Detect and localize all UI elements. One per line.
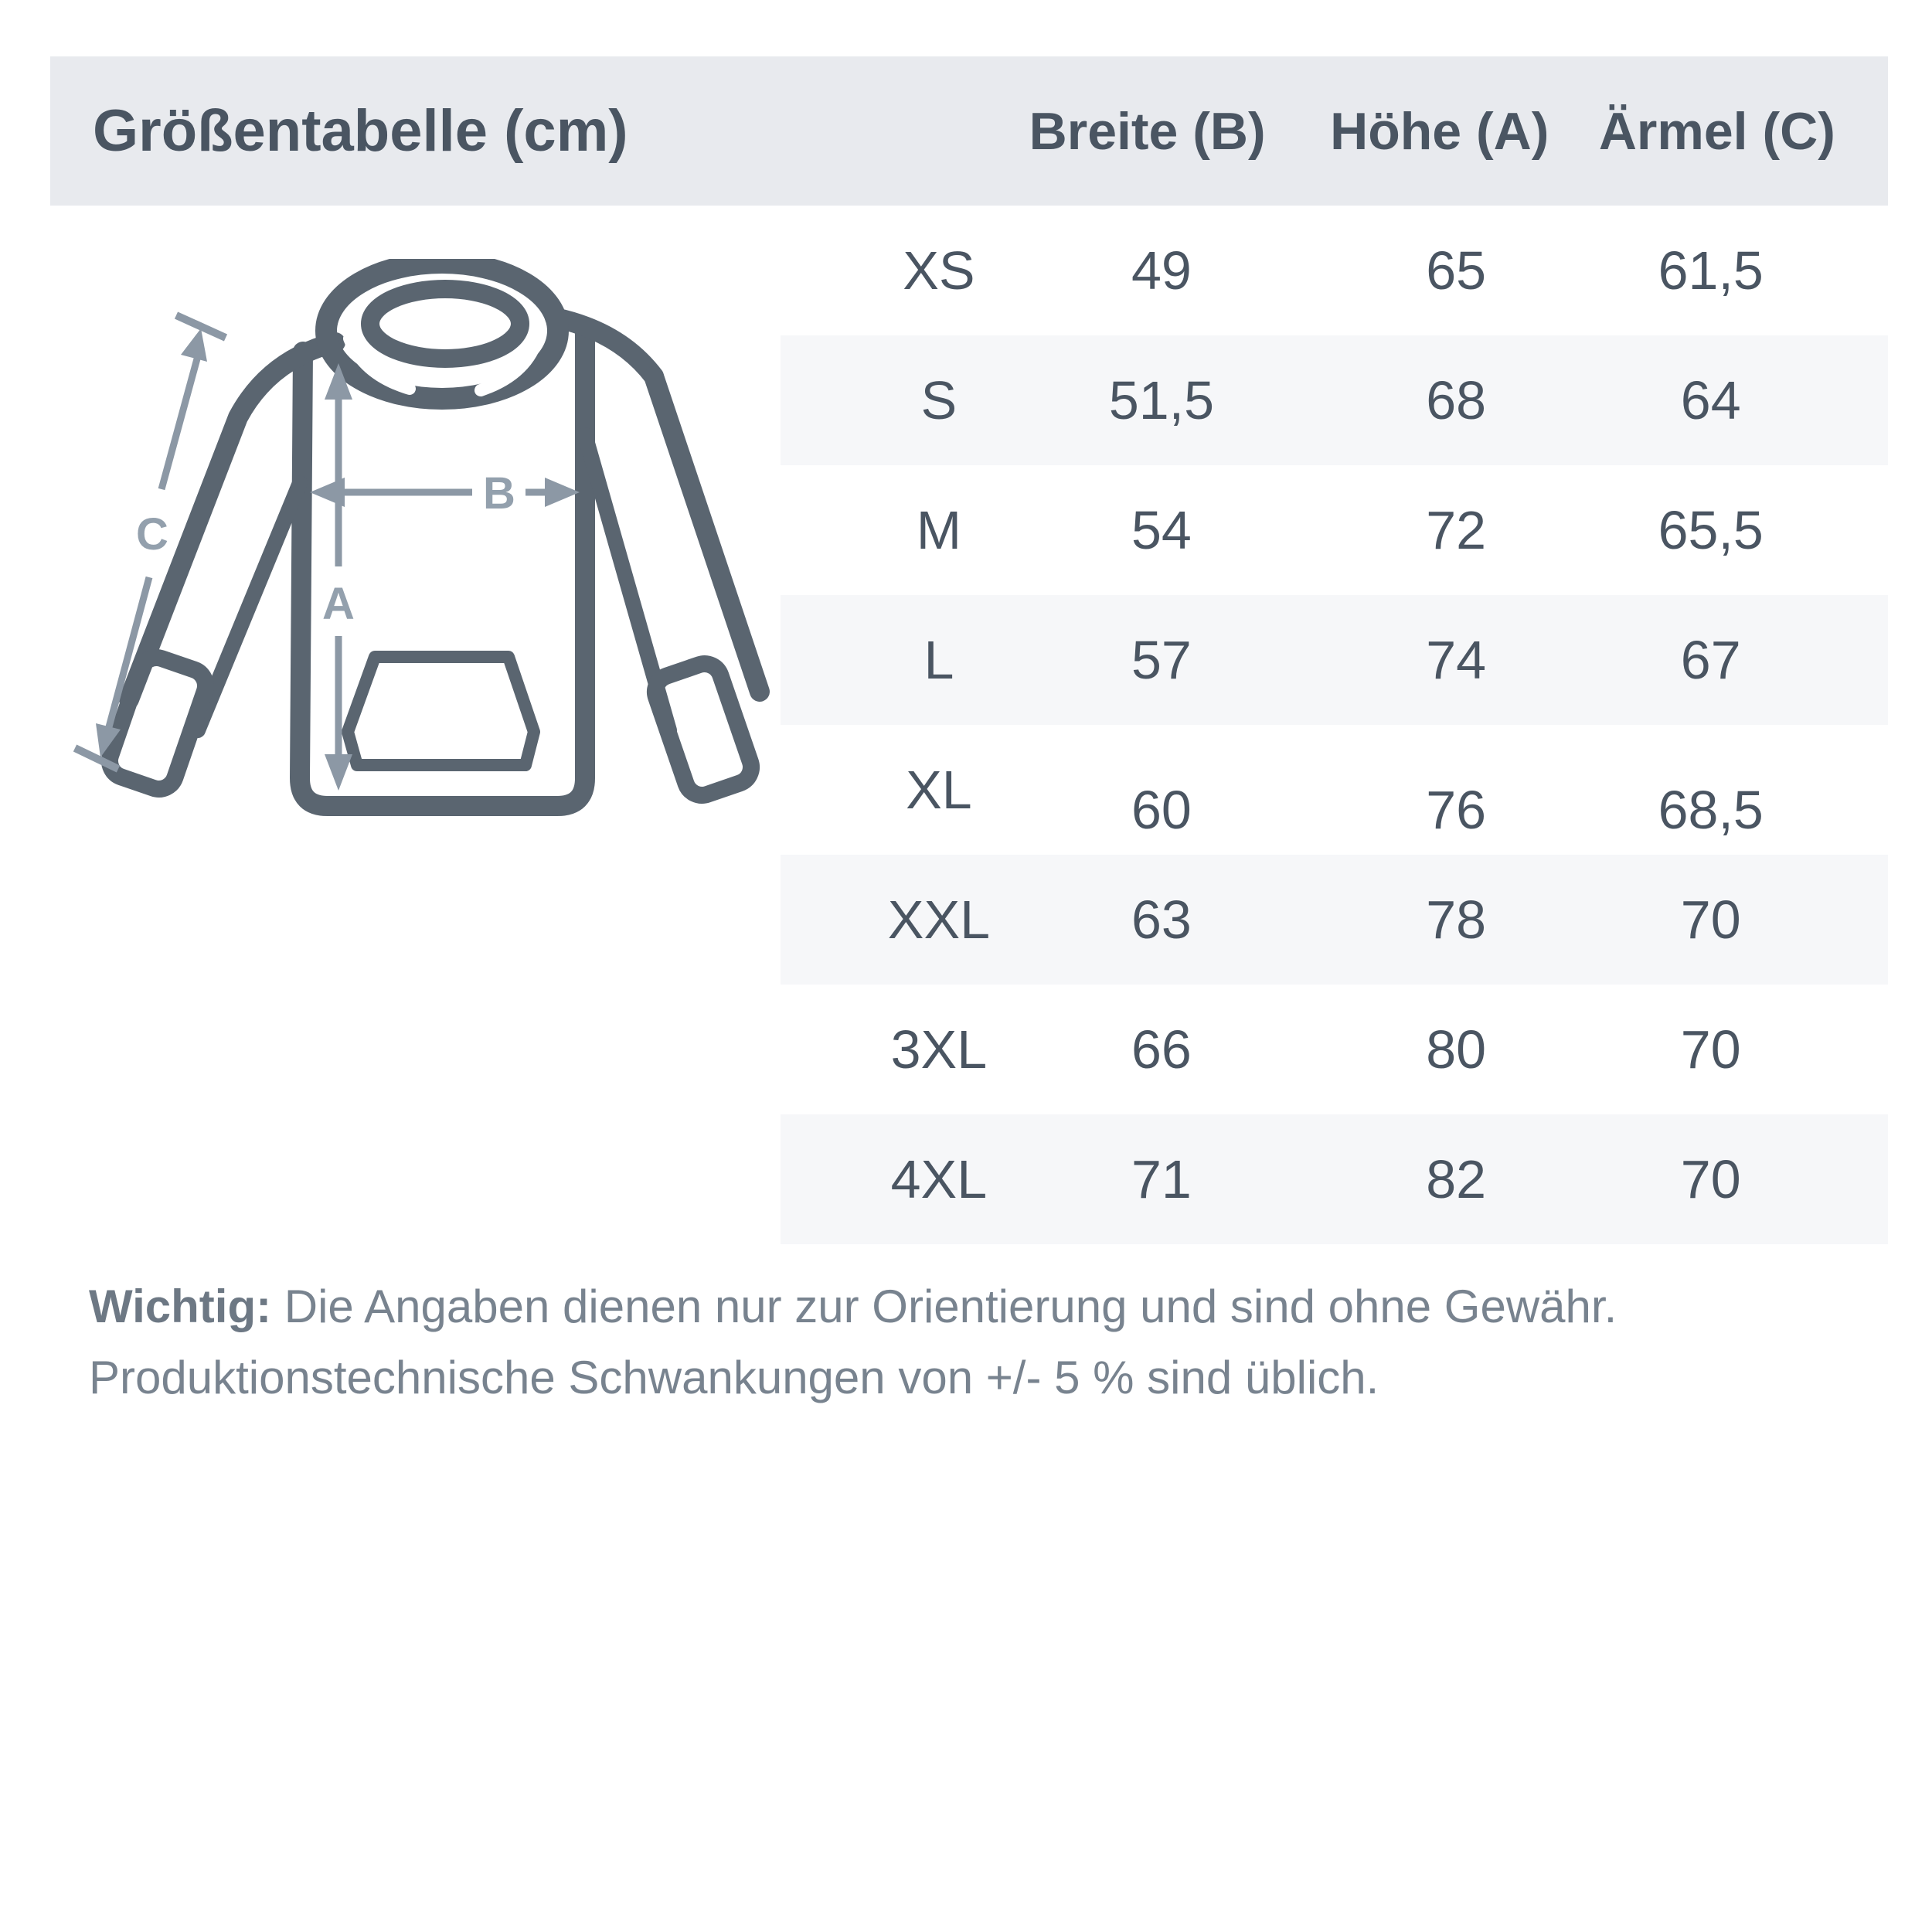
table-row xyxy=(781,985,1888,1114)
size-cell: XS xyxy=(903,240,975,301)
size-cell: S xyxy=(920,370,957,430)
breite-cell: 51,5 xyxy=(1108,370,1215,430)
table-row xyxy=(781,725,1888,855)
table-row xyxy=(781,1114,1888,1244)
disclaimer-text-1: Die Angaben dienen nur zur Orientierung und sind ohne Gewähr. xyxy=(271,1281,1617,1332)
aermel-cell: 67 xyxy=(1680,630,1741,690)
aermel-cell: 64 xyxy=(1680,370,1741,430)
hoehe-cell: 72 xyxy=(1426,500,1487,560)
hoodie-right-cuff xyxy=(651,659,756,800)
dimension-label-a: A xyxy=(322,579,355,629)
arrow-a-down-icon xyxy=(325,754,352,791)
arrow-b-left-icon xyxy=(310,478,345,507)
disclaimer-line-1 xyxy=(89,1271,1882,1342)
table-row xyxy=(781,465,1888,595)
hoehe-cell: 76 xyxy=(1426,780,1487,840)
aermel-cell: 61,5 xyxy=(1658,240,1764,301)
breite-cell: 49 xyxy=(1131,240,1192,301)
aermel-cell: 70 xyxy=(1680,889,1741,950)
hoehe-cell: 78 xyxy=(1426,889,1487,950)
breite-cell: 63 xyxy=(1131,889,1192,950)
disclaimer-line-2: Produktionstechnische Schwankungen von +/- 5 % sind üblich. xyxy=(89,1352,1379,1403)
hoehe-cell: 68 xyxy=(1426,370,1487,430)
hoodie-pocket xyxy=(348,657,534,765)
size-cell: XXL xyxy=(887,889,991,950)
table-row xyxy=(781,335,1888,465)
measure-c-line xyxy=(162,353,199,489)
hoodie-hood-opening xyxy=(370,289,520,359)
page-title: Größentabelle (cm) xyxy=(93,98,628,164)
hoodie-diagram xyxy=(46,259,773,823)
disclaimer-note xyxy=(89,1271,1882,1413)
breite-cell: 60 xyxy=(1131,780,1192,840)
table-row xyxy=(781,855,1888,985)
hoehe-cell: 80 xyxy=(1426,1019,1487,1080)
size-table-rows xyxy=(781,206,1888,1244)
hoodie-right-shoulder xyxy=(555,318,654,376)
column-header-breite: Breite (B) xyxy=(1029,101,1266,161)
table-row xyxy=(781,206,1888,335)
header-bar xyxy=(50,56,1888,206)
arrow-b-right-icon xyxy=(545,478,580,507)
breite-cell: 71 xyxy=(1131,1149,1192,1209)
disclaimer-label: Wichtig: xyxy=(89,1281,272,1332)
aermel-cell: 70 xyxy=(1680,1019,1741,1080)
aermel-cell: 65,5 xyxy=(1658,500,1764,560)
hoodie-right-sleeve-outer xyxy=(654,376,760,692)
column-header-aermel: Ärmel (C) xyxy=(1598,101,1835,161)
hoehe-cell: 82 xyxy=(1426,1149,1487,1209)
arrow-c-up-icon xyxy=(181,328,207,362)
column-header-hoehe: Höhe (A) xyxy=(1330,101,1549,161)
hoehe-cell: 65 xyxy=(1426,240,1487,301)
size-cell: 3XL xyxy=(890,1019,988,1080)
aermel-cell: 68,5 xyxy=(1658,780,1764,840)
breite-cell: 54 xyxy=(1131,500,1192,560)
aermel-cell: 70 xyxy=(1680,1149,1741,1209)
size-cell: M xyxy=(916,500,962,560)
dimension-label-c: C xyxy=(136,509,168,560)
table-row xyxy=(781,595,1888,725)
size-cell: 4XL xyxy=(890,1149,988,1209)
size-cell: L xyxy=(923,630,954,690)
dimension-label-b: B xyxy=(483,468,515,519)
breite-cell: 66 xyxy=(1131,1019,1192,1080)
hoodie-left-sleeve-inner xyxy=(198,483,300,730)
breite-cell: 57 xyxy=(1131,630,1192,690)
hoehe-cell: 74 xyxy=(1426,630,1487,690)
size-cell: XL xyxy=(906,760,972,820)
